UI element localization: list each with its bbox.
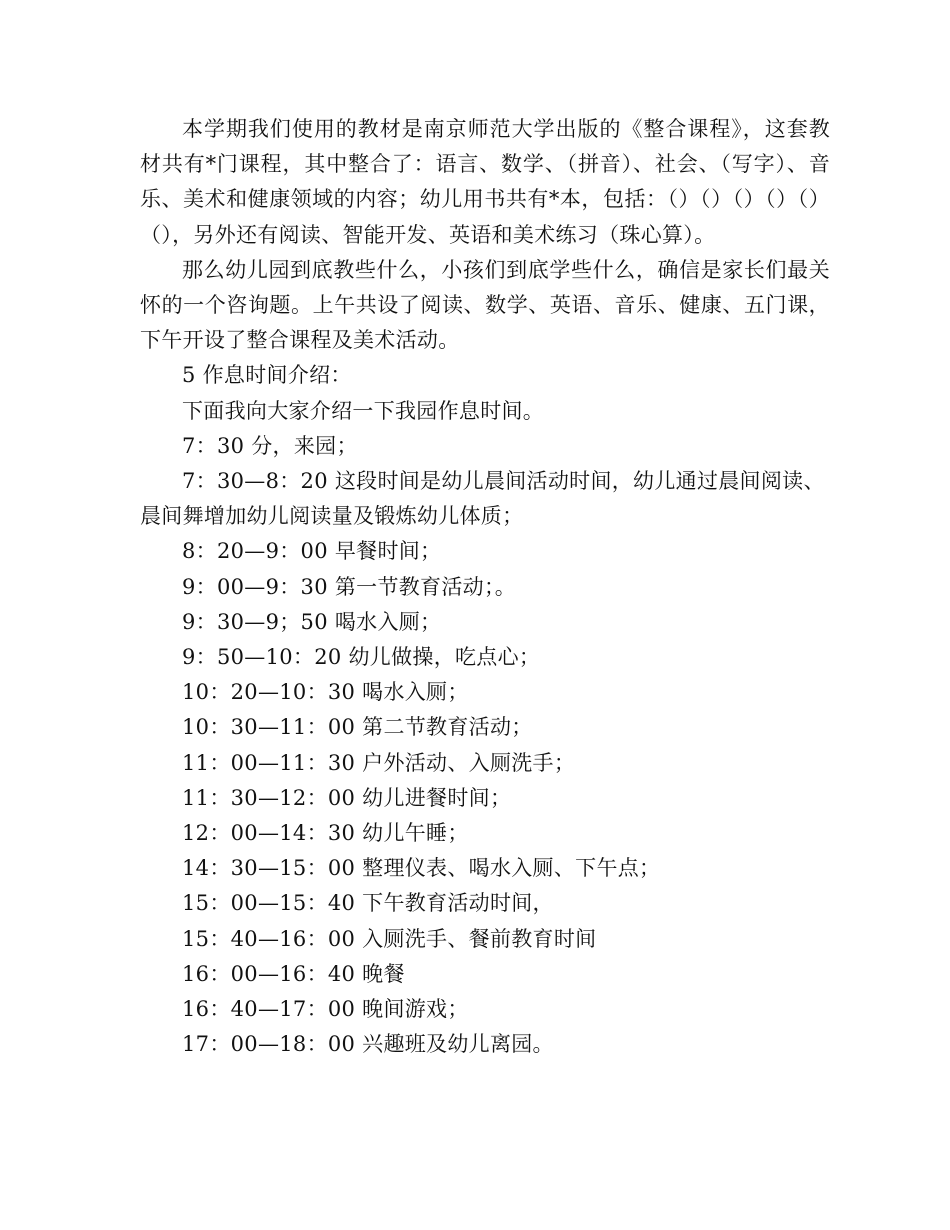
schedule-item: 10：30—11：00 第二节教育活动； <box>182 715 533 740</box>
schedule-item: 11：30—12：00 幼儿进餐时间； <box>182 785 512 810</box>
schedule-item: 15：00—15：40 下午教育活动时间， <box>182 891 554 916</box>
schedule-item: 9：50—10：20 幼儿做操，吃点心； <box>182 645 541 670</box>
schedule-item: 16：40—17：00 晚间游戏； <box>182 997 469 1022</box>
intro-paragraph-textbook: 本学期我们使用的教材是南京师范大学出版的《整合课程》，这套教材共有*门课程，其中整合了：语言、数学、（拼音）、社会、（写字）、音乐、美术和健康领域的内容；幼儿用书共有*本，包括：（）（）（）（）（）（），另外还有阅读、智能开发、英语和美术练习（珠心算）。 <box>140 117 830 247</box>
schedule-intro: 下面我向大家介绍一下我园作息时间。 <box>182 398 545 423</box>
section-heading: 5 作息时间介绍： <box>182 363 352 388</box>
schedule-item: 11：00—11：30 户外活动、入厕洗手； <box>182 750 576 775</box>
schedule-item: 8：20—9：00 早餐时间； <box>182 539 442 564</box>
schedule-item: 12：00—14：30 幼儿午睡； <box>182 821 469 846</box>
schedule-item: 15：40—16：00 入厕洗手、餐前教育时间 <box>182 926 597 951</box>
schedule-item: 9：30—9；50 喝水入厕； <box>182 609 442 634</box>
schedule-item: 10：20—10：30 喝水入厕； <box>182 680 469 705</box>
schedule-item: 7：30 分，来园； <box>182 433 358 458</box>
schedule-item: 9：00—9：30 第一节教育活动；。 <box>182 574 517 599</box>
intro-paragraph-curriculum: 那么幼儿园到底教些什么，小孩们到底学些什么，确信是家长们最关怀的一个咨询题。上午共设了阅读、数学、英语、音乐、健康、五门课，下午开设了整合课程及美术活动。 <box>140 257 830 353</box>
schedule-item: 17：00—18：00 兴趣班及幼儿离园。 <box>182 1032 554 1057</box>
schedule-item: 14：30—15：00 整理仪表、喝水入厕、下午点； <box>182 856 661 881</box>
document-page <box>140 112 830 1062</box>
schedule-item: 7：30—8：20 这段时间是幼儿晨间活动时间，幼儿通过晨间阅读、晨间舞增加幼儿阅读量及锻炼幼儿体质； <box>140 469 825 529</box>
schedule-item: 16：00—16：40 晚餐 <box>182 961 405 986</box>
